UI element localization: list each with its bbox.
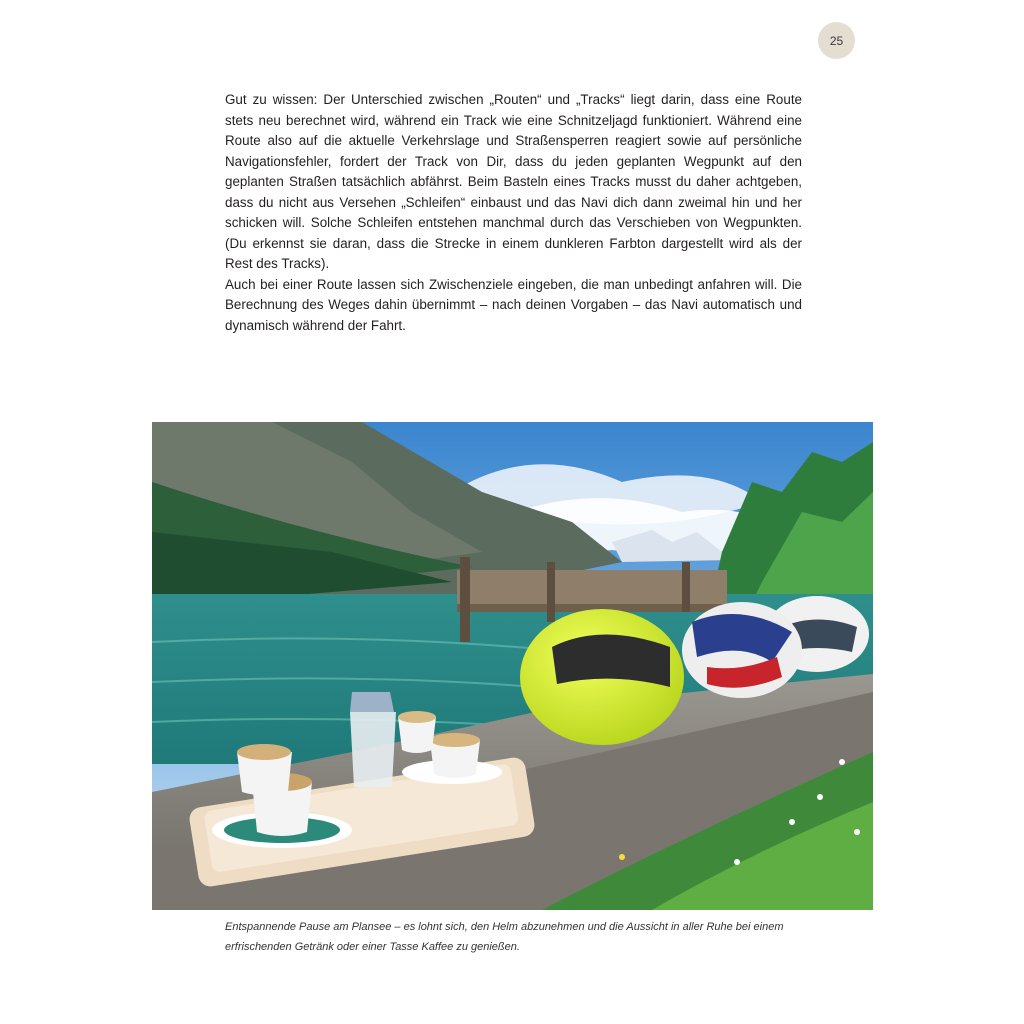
- body-paragraph-1: Gut zu wissen: Der Unterschied zwischen „Routen“ und „Tracks“ liegt darin, dass eine Route stets neu berechnet wird, während ein Track wie eine Schnitzeljagd funktioniert. Während eine Route also auf die aktuelle Verkehrslage und Straßensperren reagiert sowie auf persönliche Navigationsfehler, fordert der Track von Dir, dass du jeden geplanten Wegpunkt auf den geplanten Straßen tatsächlich abfährst. Beim Basteln eines Tracks musst du daher achtgeben, dass du nicht aus Versehen „Schleifen“ einbaust und das Navi dich dann zweimal hin und her schicken will. Solche Schleifen entstehen manchmal durch das Verschieben von Wegpunkten. (Du erkennst sie daran, dass die Strecke in einem dunkleren Farbton dargestellt wird als der Rest des Tracks).: [225, 92, 802, 271]
- photo-caption: [225, 917, 785, 957]
- caption-text: Entspannende Pause am Plansee – es lohnt sich, den Helm abzunehmen und die Aussicht in aller Ruhe bei einem erfrischenden Getränk oder einer Tasse Kaffee zu genießen.: [225, 921, 784, 953]
- body-text: [225, 90, 802, 336]
- lake-photo: [152, 422, 873, 910]
- page-number: 25: [818, 22, 855, 59]
- body-paragraph-2: Auch bei einer Route lassen sich Zwischenziele eingeben, die man unbedingt anfahren will. Die Berechnung des Weges dahin übernimmt – nach deinen Vorgaben – das Navi automatisch und dynamisch während der Fahrt.: [225, 276, 802, 333]
